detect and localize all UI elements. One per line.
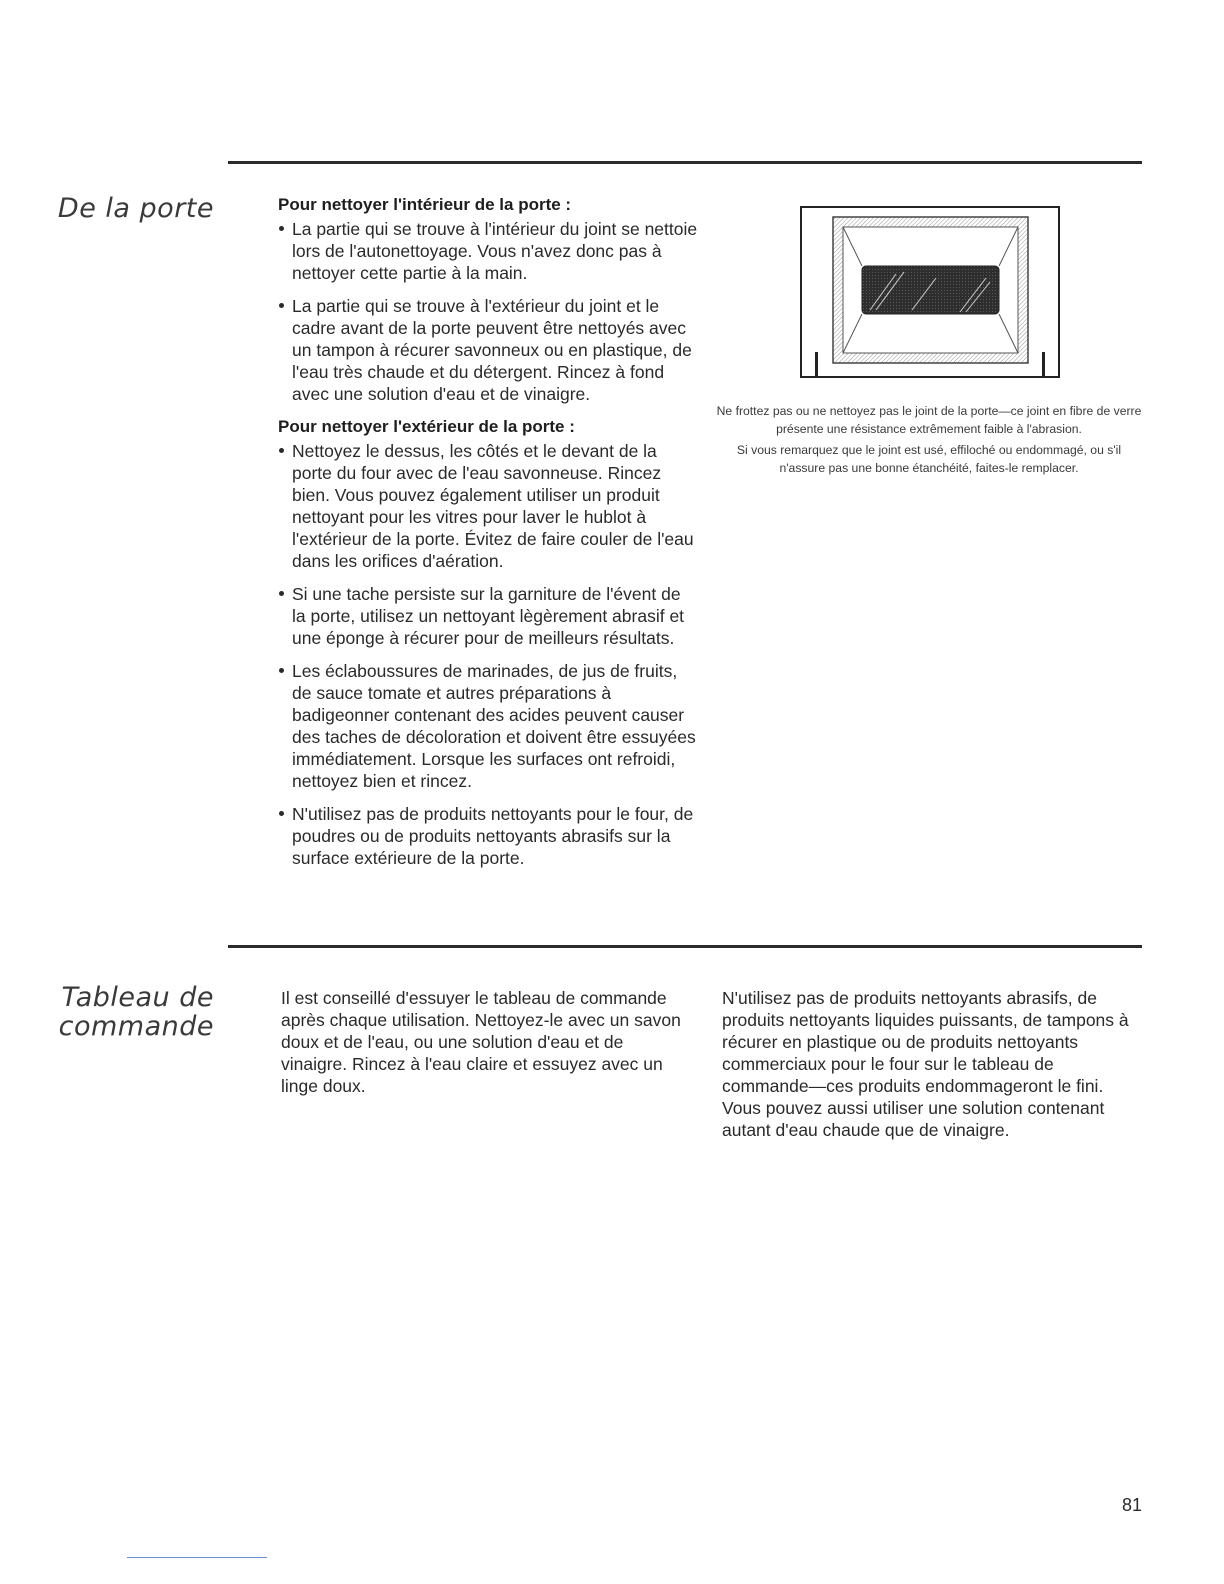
section-title-line: Tableau de xyxy=(61,982,214,1013)
list-item: La partie qui se trouve à l'extérieur du joint et le cadre avant de la porte peuvent être nettoyés avec un tampon à récurer savonneux ou en plastique, de l'eau très chaude et du détergent. Rincez à fond avec une solution d'eau et de vinaigre. xyxy=(278,295,698,405)
section-title-door: De la porte xyxy=(57,193,214,224)
gasket-warning-text: Ne frottez pas ou ne nettoyez pas le joint de la porte—ce joint en fibre de verre présente une résistance extrêmement faible à l'abrasion. xyxy=(716,404,1142,436)
list-item: Si une tache persiste sur la garniture de l'évent de la porte, utilisez un nettoyant lègèrement abrasif et une éponge à récurer pour de meilleurs résultats. xyxy=(278,583,698,649)
control-panel-cleaning-text: Il est conseillé d'essuyer le tableau de commande après chaque utilisation. Nettoyez-le avec un savon doux et de l'eau, ou une solution d'eau et de vinaigre. Rincez à l'eau claire et essuyez avec un linge doux. xyxy=(281,988,681,1096)
control-panel-right-column xyxy=(722,987,1132,1141)
exterior-door-list xyxy=(278,440,698,869)
door-window-glass xyxy=(862,266,999,314)
page-number: 81 xyxy=(1121,1495,1142,1515)
section-divider-control-panel xyxy=(228,945,1142,948)
list-item: La partie qui se trouve à l'intérieur du joint se nettoie lors de l'autonettoyage. Vous n'avez donc pas à nettoyer cette partie à la main. xyxy=(278,218,698,284)
door-cleaning-column xyxy=(278,194,698,880)
list-item: Les éclaboussures de marinades, de jus de fruits, de sauce tomate et autres préparations à badigeonner contenant des acides peuvent causer des taches de décoloration et doivent être essuyées immédiatement. Lorsque les surfaces ont refroidi, nettoyez bien et rincez. xyxy=(278,660,698,792)
gasket-replace-text: Si vous remarquez que le joint est usé, effiloché ou endommagé, ou s'il n'assure pas une bonne étanchéité, faites-le remplacer. xyxy=(736,443,1122,475)
list-item: N'utilisez pas de produits nettoyants pour le four, de poudres ou de produits nettoyants abrasifs sur la surface extérieure de la porte. xyxy=(278,803,698,869)
interior-door-list xyxy=(278,218,698,405)
oven-door-gasket-illustration xyxy=(800,206,1060,380)
interior-door-heading: Pour nettoyer l'intérieur de la porte : xyxy=(278,195,572,214)
section-divider-door xyxy=(228,161,1142,164)
control-panel-left-column xyxy=(281,987,691,1097)
section-title-control-panel xyxy=(59,983,214,1041)
door-hinge-left xyxy=(815,352,818,377)
list-item: Nettoyez le dessus, les côtés et le devant de la porte du four avec de l'eau savonneuse. Rincez bien. Vous pouvez également utiliser un produit nettoyant pour les vitres pour laver le hublot à l'extérieur de la porte. Évitez de faire couler de l'eau dans les orifices d'aération. xyxy=(278,440,698,572)
exterior-door-heading: Pour nettoyer l'extérieur de la porte : xyxy=(278,417,575,436)
control-panel-warning-text: N'utilisez pas de produits nettoyants abrasifs, de produits nettoyants liquides puissants, de tampons à récurer en plastique ou de produits nettoyants commerciaux pour le four sur le tableau de commande—ces produits endommageront le fini. Vous pouvez aussi utiliser une solution contenant autant d'eau chaude que de vinaigre. xyxy=(722,988,1129,1140)
footer-line xyxy=(127,1557,267,1558)
section-title-line: commande xyxy=(58,1011,214,1042)
door-hinge-right xyxy=(1042,352,1045,377)
gasket-caption xyxy=(716,402,1142,480)
